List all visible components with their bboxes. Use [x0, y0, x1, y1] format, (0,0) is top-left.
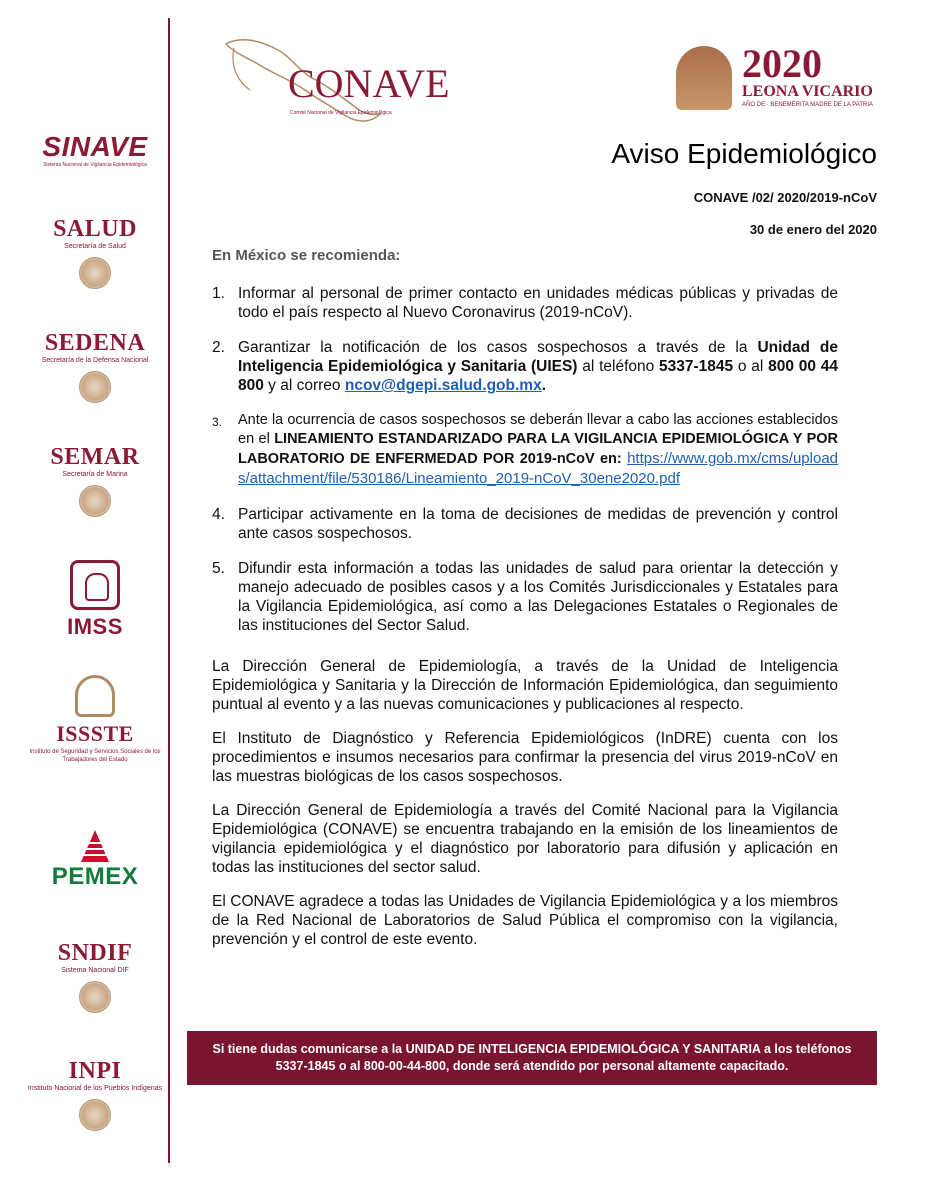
imss-logo: IMSS — [20, 560, 170, 640]
list-item: 2. Garantizar la notificación de los casos sospechosos a través de la Unidad de Inteligencia Epidemiológica y Sanitaria (UIES) al teléfono 5337-1845 o al 800 00 44 800 y al correo ncov@dgepi.salud.gob.mx. — [212, 339, 839, 394]
paragraph: La Dirección General de Epidemiología a través del Comité Nacional para la Vigilancia Epidemiológica (CONAVE) se encuentra trabajando en la emisión de los lineamientos de vigilancia epidemiológica y el diagnóstico por laboratorio para difusión y aplicación en todas las instituciones del sector salud. — [212, 802, 838, 876]
document-reference: CONAVE /02/ 2020/2019-nCoV — [693, 190, 877, 205]
coat-of-arms-icon — [79, 257, 111, 289]
leona-vicario-logo — [676, 41, 876, 114]
contact-notice-banner: Si tiene dudas comunicarse a la UNIDAD DE INTELIGENCIA EPIDEMIOLÓGICA Y SANITARIA a los teléfonos 5337-1845 o al 800-00-44-800, donde será atendido por personal altamente capacitado. — [187, 1031, 877, 1085]
email-link[interactable]: ncov@dgepi.salud.gob.mx — [344, 377, 542, 394]
sndif-logo: SNDIF Sistema Nacional DIF — [20, 940, 170, 1013]
leona-year: 2020 — [742, 41, 822, 86]
issste-emblem-icon — [75, 675, 115, 717]
coat-of-arms-icon — [79, 485, 111, 517]
conave-subtitle: Comité Nacional de Vigilancia Epidemiológica — [290, 110, 392, 116]
imss-emblem-icon — [70, 560, 120, 610]
portrait-icon — [676, 46, 732, 110]
coat-of-arms-icon — [79, 1099, 111, 1131]
salud-logo: SALUD Secretaría de Salud — [20, 216, 170, 289]
pemex-logo: PEMEX — [20, 828, 170, 890]
list-item: 4. Participar activamente en la toma de decisiones de medidas de prevención y control ante casos sospechosos. — [212, 506, 838, 542]
issste-logo: ISSSTE Instituto de Seguridad y Servicios Sociales de los Trabajadores del Estado — [20, 675, 170, 764]
sinave-logo: SINAVE Sistema Nacional de Vigilancia Epidemiológica — [42, 131, 148, 168]
inpi-logo: INPI Instituto Nacional de los Pueblos Indígenas — [20, 1058, 170, 1131]
conave-logo — [220, 26, 450, 126]
coat-of-arms-icon — [79, 371, 111, 403]
document-date: 30 de enero del 2020 — [749, 222, 877, 237]
leona-name: LEONA VICARIO — [742, 83, 873, 100]
sedena-logo: SEDENA Secretaría de la Defensa Nacional — [20, 330, 170, 403]
intro-heading: En México se recomienda: — [212, 247, 401, 264]
guideline-link[interactable]: https://www.gob.mx/cms/uploads/attachment/file/530186/Lineamiento_2019-nCoV_30ene2020.pdf — [238, 450, 839, 487]
leona-subtitle: AÑO DE · BENEMÉRITA MADRE DE LA PATRIA — [742, 102, 874, 108]
list-item: 3. Ante la ocurrencia de casos sospechosos se deberán llevar a cabo las acciones establecidos en el LINEAMIENTO ESTANDARIZADO PARA LA VIGILANCIA EPIDEMIOLÓGICA Y POR LABORATORIO DE ENFERMEDAD POR 2019-nCoV en: https://www.gob.mx/cms/uploads/attachment/file/530186/Lineamiento_2019-nCoV_30ene2020.pdf — [212, 412, 839, 487]
conave-wordmark: CONAVE — [288, 61, 450, 106]
document-body — [212, 284, 838, 964]
coat-of-arms-icon — [79, 981, 111, 1013]
page-title: Aviso Epidemiológico — [611, 138, 877, 169]
pemex-flame-icon — [65, 828, 125, 864]
paragraph: El CONAVE agradece a todas las Unidades de Vigilancia Epidemiológica y a los miembros de la Red Nacional de Laboratorios de Salud Pública el compromiso con la vigilancia, prevención y el control de este evento. — [212, 893, 838, 948]
paragraph: La Dirección General de Epidemiología, a través de la Unidad de Inteligencia Epidemiológica y Sanitaria y la Dirección de Información Epidemiológica, dan seguimiento puntual al evento y a las nuevas comunicaciones y publicaciones al respecto. — [212, 658, 838, 713]
semar-logo: SEMAR Secretaría de Marina — [20, 444, 170, 517]
paragraph: El Instituto de Diagnóstico y Referencia Epidemiológicos (InDRE) cuenta con los procedimientos e insumos necesarios para confirmar la presencia del virus 2019-nCoV en las muestras biológicas de los casos sospechosos. — [212, 730, 838, 785]
list-item: 5. Difundir esta información a todas las unidades de salud para orientar la detección y manejo adecuado de posibles casos y a los Comités Jurisdiccionales y Estatales para la Vigilancia Epidemiológica, así como a las Delegaciones Estatales o Regionales de las instituciones del Sector Salud. — [212, 560, 838, 634]
list-item: 1. Informar al personal de primer contacto en unidades médicas públicas y privadas de todo el país respecto al Nuevo Coronavirus (2019-nCoV). — [212, 285, 838, 321]
